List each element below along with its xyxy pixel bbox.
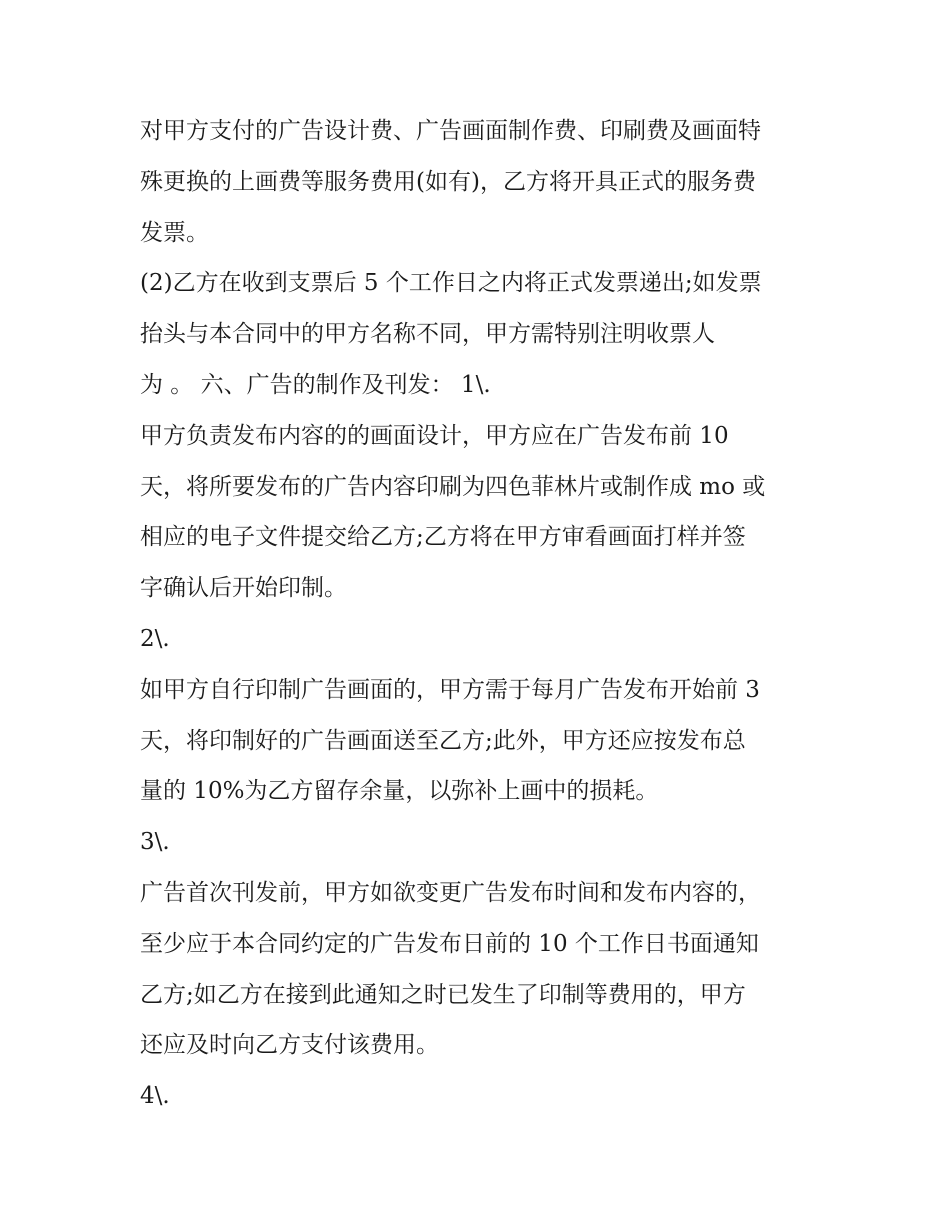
text-line: 广告首次刊发前，甲方如欲变更广告发布时间和发布内容的，	[140, 879, 761, 906]
text-line: 3\.	[140, 829, 170, 856]
text-line: 2\.	[140, 625, 170, 652]
text-line: 甲方负责发布内容的的画面设计，甲方应在广告发布前 10	[140, 422, 729, 449]
text-line: 还应及时向乙方支付该费用。	[140, 1032, 439, 1059]
text-line: 天，将所要发布的广告内容印刷为四色菲林片或制作成 mo 或	[140, 473, 766, 500]
text-line: 至少应于本合同约定的广告发布日前的 10 个工作日书面通知	[140, 930, 759, 957]
text-line: 乙方;如乙方在接到此通知之时已发生了印制等费用的，甲方	[140, 981, 746, 1008]
text-line: 相应的电子文件提交给乙方;乙方将在甲方审看画面打样并签	[140, 524, 746, 551]
text-line: 为 。 六、广告的制作及刊发： 1\.	[140, 371, 491, 398]
text-line: (2)乙方在收到支票后 5 个工作日之内将正式发票递出;如发票	[140, 270, 762, 297]
text-line: 量的 10%为乙方留存余量，以弥补上画中的损耗。	[140, 778, 659, 805]
text-line: 抬头与本合同中的甲方名称不同，甲方需特别注明收票人	[140, 321, 715, 348]
text-line: 殊更换的上画费等服务费用(如有)，乙方将开具正式的服务费	[140, 168, 756, 195]
contract-text	[140, 106, 820, 1122]
text-line: 如甲方自行印制广告画面的，甲方需于每月广告发布开始前 3	[140, 676, 760, 703]
text-line: 4\.	[140, 1083, 170, 1110]
text-line: 天，将印制好的广告画面送至乙方;此外，甲方还应按发布总	[140, 727, 746, 754]
text-line: 发票。	[140, 219, 209, 246]
text-line: 对甲方支付的广告设计费、广告画面制作费、印刷费及画面特	[140, 118, 761, 144]
text-line: 字确认后开始印制。	[140, 575, 347, 602]
